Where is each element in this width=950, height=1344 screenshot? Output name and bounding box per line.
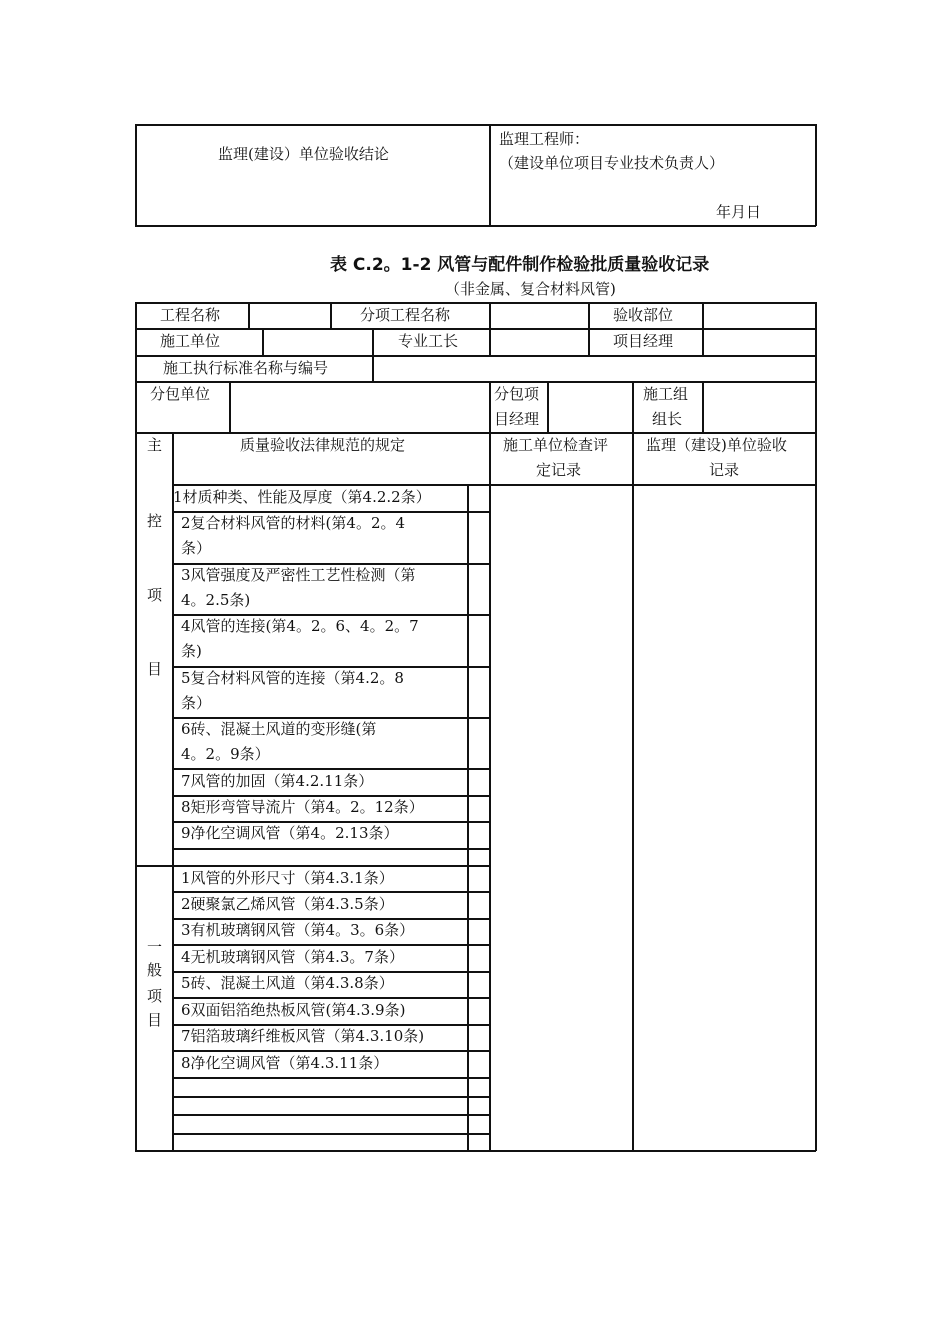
page-subtitle: （非金属、复合材料风管) <box>445 280 616 298</box>
main-item: 1材质种类、性能及厚度（第4.2.2条） <box>173 488 431 506</box>
page-title: 表 C.2。1-2 风管与配件制作检验批质量验收记录 <box>330 255 710 275</box>
foreman-label: 专业工长 <box>398 332 459 350</box>
main-item: 6砖、混凝土风道的变形缝(第 <box>181 720 377 738</box>
project-name-label: 工程名称 <box>160 306 221 324</box>
standard-label: 施工执行标准名称与编号 <box>163 359 329 377</box>
main-item: 条) <box>181 642 202 660</box>
general-item: 3有机玻璃钢风管（第4。3。6条） <box>181 921 415 939</box>
acceptance-part-label: 验收部位 <box>613 306 674 324</box>
supervising-engineer-label: 监理工程师： <box>499 130 590 148</box>
date-label: 年月日 <box>716 203 762 221</box>
sub-pm-label-1: 分包项 <box>494 385 540 403</box>
check-column-header-1: 施工单位检查评 <box>503 436 609 454</box>
supervision-conclusion-label: 监理(建设）单位验收结论 <box>218 145 389 163</box>
general-item: 8净化空调风管（第4.3.11条） <box>181 1054 389 1072</box>
general-item-label: 项 <box>147 987 163 1005</box>
general-item: 7铝箔玻璃纤维板风管（第4.3.10条) <box>181 1027 425 1045</box>
general-item: 2硬聚氯乙烯风管（第4.3.5条） <box>181 895 394 913</box>
general-item-label: 般 <box>147 961 163 979</box>
sub-project-name-label: 分项工程名称 <box>360 306 451 324</box>
supervise-column-header-2: 记录 <box>709 461 740 479</box>
main-item: 4风管的连接(第4。2。6、4。2。7 <box>181 617 419 635</box>
main-control-label: 目 <box>147 660 163 678</box>
project-manager-label: 项目经理 <box>613 332 674 350</box>
general-item: 6双面铝箔绝热板风管(第4.3.9条) <box>181 1001 406 1019</box>
subcontractor-label: 分包单位 <box>150 385 211 403</box>
main-item: 5复合材料风管的连接（第4.2。8 <box>181 669 404 687</box>
main-control-label: 控 <box>147 512 163 530</box>
team-leader-label-1: 施工组 <box>643 385 689 403</box>
main-item: 条） <box>181 539 212 557</box>
general-item: 1风管的外形尺寸（第4.3.1条） <box>181 869 394 887</box>
main-control-label: 主 <box>147 436 163 454</box>
sub-pm-label-2: 目经理 <box>494 410 540 428</box>
main-control-label: 项 <box>147 586 163 604</box>
main-item: 4。2.5条) <box>181 591 251 609</box>
main-item: 8矩形弯管导流片（第4。2。12条） <box>181 798 424 816</box>
owner-representative-label: （建设单位项目专业技术负责人） <box>499 154 725 172</box>
main-item: 7风管的加固（第4.2.11条） <box>181 772 374 790</box>
main-item: 9净化空调风管（第4。2.13条） <box>181 824 399 842</box>
main-item: 条） <box>181 694 212 712</box>
general-item-label: 一 <box>147 938 163 956</box>
regulation-column-header: 质量验收法律规范的规定 <box>240 436 406 454</box>
main-item: 2复合材料风管的材料(第4。2。4 <box>181 514 406 532</box>
general-item: 4无机玻璃钢风管（第4.3。7条） <box>181 948 404 966</box>
construction-unit-label: 施工单位 <box>160 332 221 350</box>
team-leader-label-2: 组长 <box>652 410 683 428</box>
general-item: 5砖、混凝土风道（第4.3.8条） <box>181 974 394 992</box>
check-column-header-2: 定记录 <box>536 461 582 479</box>
supervise-column-header-1: 监理（建设)单位验收 <box>646 436 787 454</box>
main-item: 3风管强度及严密性工艺性检测（第 <box>181 566 416 584</box>
general-item-label: 目 <box>147 1011 163 1029</box>
main-item: 4。2。9条） <box>181 745 270 763</box>
